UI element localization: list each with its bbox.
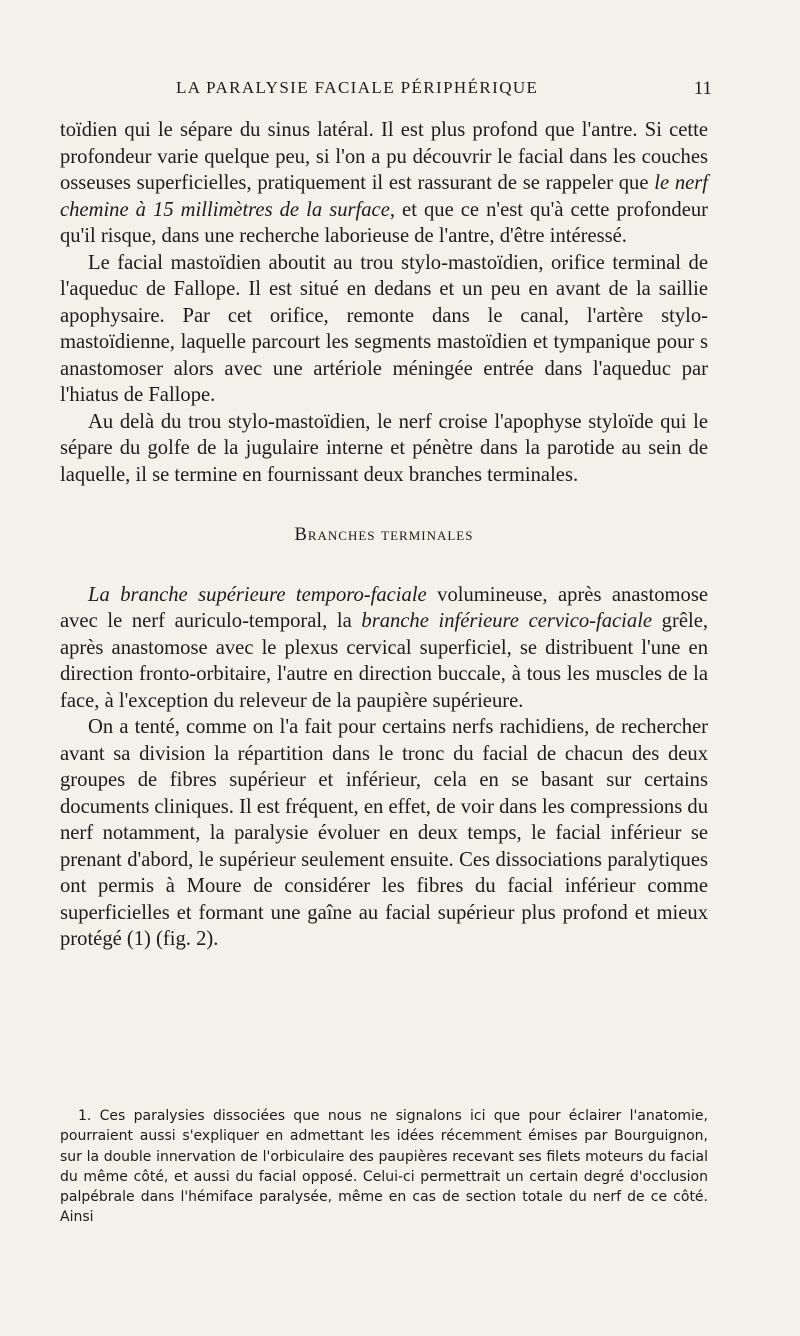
italic-term: branche inférieure cervico-faciale xyxy=(361,610,653,632)
section-heading: Branches terminales xyxy=(294,525,474,545)
paragraph-parotid: Au delà du trou stylo-mastoïdien, le nerf croise l'apophyse styloïde qui le sépare du golfe de la jugulaire interne et pénètre dans la parotide au sein de laquelle, il se termine en fournissant deux branches terminales. xyxy=(60,410,708,486)
footnotes xyxy=(60,1106,708,1228)
paragraph-branches xyxy=(60,582,708,715)
paragraph-dissociation: On a tenté, comme on l'a fait pour certains nerfs rachidiens, de rechercher avant sa division la répartition dans le tronc du facial de chacun des deux groupes de fibres supérieur et inférieur, cela en se basant sur certains documents cliniques. Il est fréquent, en effet, de voir dans les compressions du nerf notamment, la paralysie évoluer en deux temps, le facial inférieur se prenant d'abord, le supérieur seulement ensuite. Ces dissociations paralytiques ont permis à Moure de considérer les fibres du facial inférieur comme superficielles et formant une gaîne au facial supérieur plus profond et mieux protégé (1) (fig. 2). xyxy=(60,716,708,950)
paragraph-text: , et que ce n'est qu'à cette profondeur qu'il risque, dans une recherche laborieuse de l'antre, d'être intéressé. xyxy=(60,198,708,247)
running-header xyxy=(60,78,712,104)
italic-emphasis: le nerf chemine à 15 millimètres de la surface xyxy=(60,172,708,221)
main-text xyxy=(60,117,708,953)
paragraph-text: volumineuse, après anastomose avec le nerf auriculo-temporal, la xyxy=(60,583,708,632)
paragraph-text: grêle, après anastomose avec le plexus cervical superficiel, se distribuent l'une en direction fronto-orbitaire, l'autre en direction buccale, à tous les muscles de la face, à l'exception du releveur de la paupière supérieure. xyxy=(60,610,708,712)
running-title: LA PARALYSIE FACIALE PÉRIPHÉRIQUE xyxy=(176,78,539,97)
italic-term: La branche supérieure temporo-faciale xyxy=(88,583,427,606)
footnote-1: 1. Ces paralysies dissociées que nous ne signalons ici que pour éclairer l'anatomie, pourraient aussi s'expliquer en admettant les idées récemment émises par Bourguignon, sur la double innervation de l'orbiculaire des paupières recevant ses filets moteurs du facial du même côté, et aussi du facial opposé. Celui-ci permettrait un certain degré d'occlusion palpébrale dans l'hémiface paralysée, même en cas de section totale du nerf de ce côté. Ainsi xyxy=(60,1108,708,1226)
paragraph-continued xyxy=(60,117,708,250)
page-number: 11 xyxy=(693,78,712,99)
paragraph-text: toïdien qui le sépare du sinus latéral. Il est plus profond que l'antre. Si cette profondeur varie quelque peu, si l'on a pu découvrir le facial dans les couches osseuses superficielles, pratiquement il est rassurant de se rappeler que xyxy=(60,119,708,194)
paragraph-stylo-mastoid: Le facial mastoïdien aboutit au trou stylo-mastoïdien, orifice terminal de l'aqueduc de Fallope. Il est situé en dedans et un peu en avant de la saillie apophysaire. Par cet orifice, remonte dans le canal, l'artère stylo-mastoïdienne, laquelle parcourt les segments mastoïdien et tympanique pour s anastomoser alors avec une artériole méningée entrée dans l'aqueduc par l'hiatus de Fallope. xyxy=(60,251,708,406)
